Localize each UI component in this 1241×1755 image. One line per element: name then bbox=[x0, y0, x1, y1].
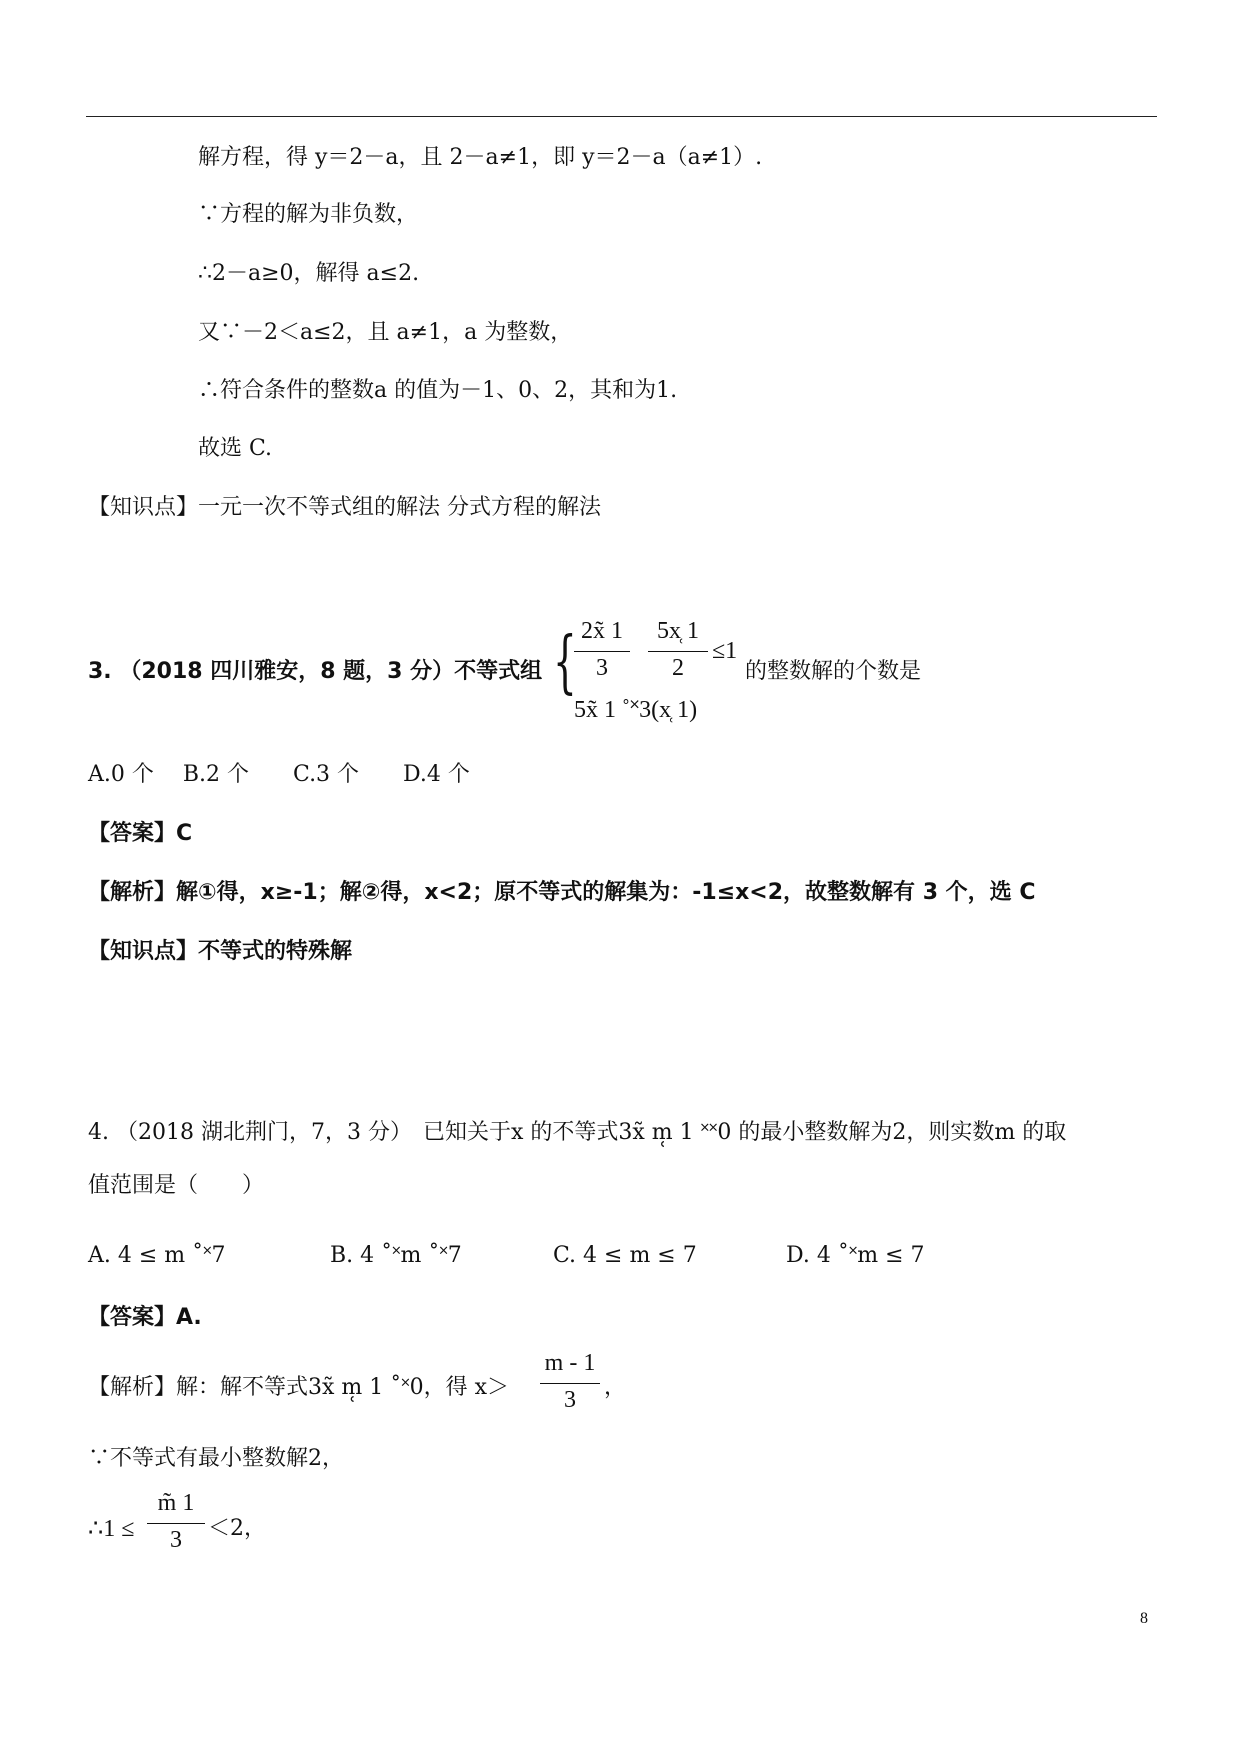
q4-analysis-frac-num: m - 1 bbox=[544, 1350, 596, 1376]
solution-line-2: ∵方程的解为非负数， bbox=[198, 202, 419, 227]
q3-options: A.0 个 B.2 个 C.3 个 D.4 个 bbox=[88, 762, 470, 787]
q3-system-brace: { bbox=[553, 623, 577, 702]
q4-therefore-frac-num: m̃ 1 bbox=[157, 1490, 195, 1516]
q3-frac1-num: 2x̃ 1 bbox=[581, 618, 623, 644]
q4-stem-line1: 4. （2018 湖北荆门，7，3 分） 已知关于x 的不等式3x̃ m̜ 1 ˟˟0 的最小整数解为2，则实数m 的取 bbox=[88, 1120, 1067, 1145]
q3-analysis: 【解析】解①得，x≥-1；解②得，x<2；原不等式的解集为：-1≤x<2，故整数解有 3 个，选 C bbox=[88, 880, 1036, 905]
q4-analysis-suffix: ， bbox=[604, 1375, 627, 1400]
q3-stem-suffix: 的整数解的个数是 bbox=[745, 659, 922, 684]
q4-since-line: ∵不等式有最小整数解2， bbox=[88, 1446, 344, 1471]
knowledge-point-2: 【知识点】一元一次不等式组的解法 分式方程的解法 bbox=[88, 495, 601, 520]
solution-line-4: 又∵－2＜a≤2，且 a≠1，a 为整数， bbox=[198, 320, 573, 345]
q4-answer: 【答案】A. bbox=[88, 1305, 202, 1330]
solution-line-1: 解方程，得 y＝2－a，且 2－a≠1，即 y＝2－a（a≠1）. bbox=[198, 145, 763, 170]
q4-option-b: B. 4 ˚˟m ˚˟7 bbox=[330, 1243, 462, 1268]
q4-analysis-frac-den: 3 bbox=[564, 1387, 576, 1413]
solution-line-5: ∴符合条件的整数a 的值为－1、0、2，其和为1. bbox=[198, 378, 678, 403]
q4-option-d: D. 4 ˚˟m ≤ 7 bbox=[786, 1243, 925, 1268]
q3-frac1-bar bbox=[574, 651, 630, 652]
solution-line-6: 故选 C. bbox=[198, 436, 273, 461]
q3-frac1-den: 3 bbox=[596, 655, 608, 681]
q3-system-row2: 5x̃ 1 ˚˟3(x̜ 1) bbox=[574, 697, 698, 723]
q3-frac2-num: 5x̜ 1 bbox=[657, 618, 699, 644]
q4-therefore-frac-bar bbox=[147, 1523, 205, 1524]
page-number: 8 bbox=[1140, 1610, 1148, 1627]
q4-analysis-prefix: 【解析】解：解不等式3x̃ m̜ 1 ˚˟0，得 x＞ bbox=[88, 1375, 510, 1400]
q3-frac2-bar bbox=[648, 651, 708, 652]
q3-knowledge-point: 【知识点】不等式的特殊解 bbox=[88, 939, 353, 964]
q4-stem-line2: 值范围是（ ） bbox=[88, 1173, 265, 1198]
q3-frac2-den: 2 bbox=[672, 655, 684, 681]
q4-therefore-prefix: ∴1 ≤ bbox=[88, 1516, 135, 1542]
q3-system-rhs: ≤1 bbox=[712, 638, 738, 664]
q3-answer: 【答案】C bbox=[88, 821, 193, 846]
q3-stem-prefix: 3. （2018 四川雅安，8 题，3 分）不等式组 bbox=[88, 659, 543, 684]
header-rule bbox=[86, 116, 1157, 117]
q4-analysis-frac-bar bbox=[540, 1383, 600, 1384]
q4-therefore-frac-den: 3 bbox=[170, 1527, 182, 1553]
q4-option-a: A. 4 ≤ m ˚˟7 bbox=[88, 1243, 226, 1268]
solution-line-3: ∴2－a≥0，解得 a≤2. bbox=[198, 261, 420, 286]
q4-option-c: C. 4 ≤ m ≤ 7 bbox=[553, 1243, 697, 1268]
q4-therefore-suffix: ＜2， bbox=[208, 1516, 266, 1541]
